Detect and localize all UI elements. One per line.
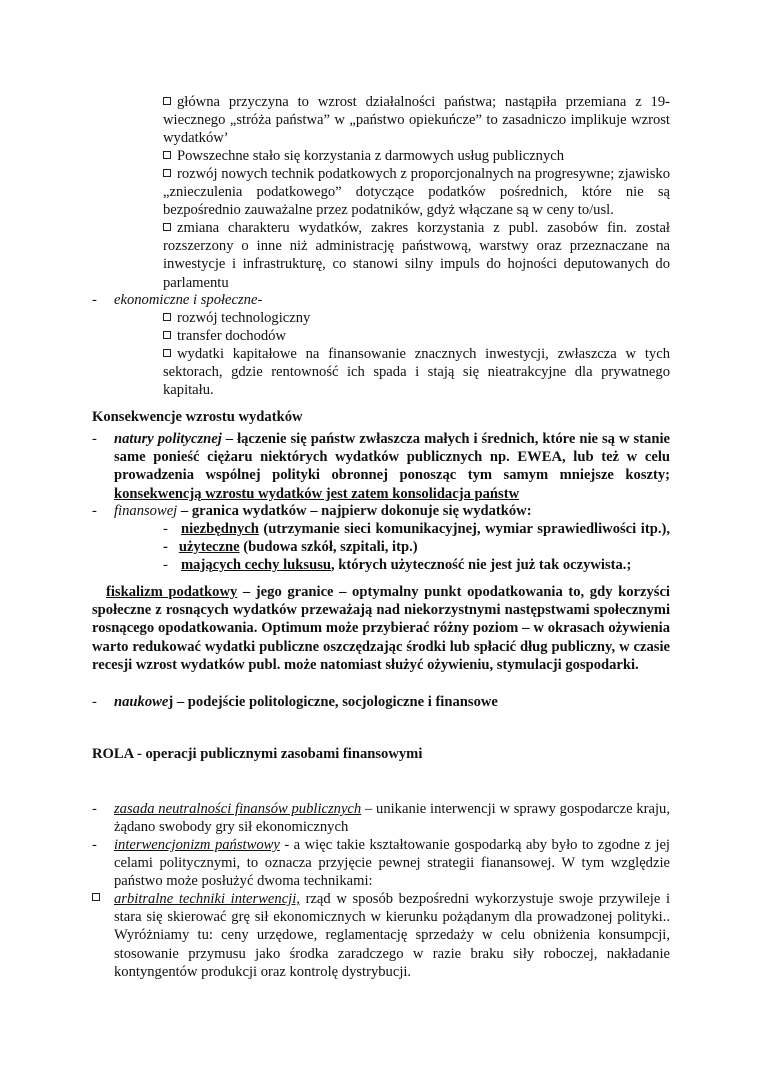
political-conclusion: konsekwencją wzrostu wydatków jest zatem konsolidacja państw [114, 485, 520, 502]
political-paragraph [114, 430, 670, 503]
dash-marker: - [92, 837, 97, 853]
dash-marker: - [163, 557, 168, 573]
scientific-label: naukowe [114, 694, 169, 710]
scientific-text: j – podejście politologiczne, socjologiczne i finansowe [168, 694, 498, 710]
bullet-marker [92, 890, 106, 908]
square-bullet-icon [163, 169, 171, 177]
square-bullet-icon [163, 313, 171, 321]
fiscalism-text: – jego granice – optymalny punkt opodatkowania to, gdy korzyści społeczne z rosnących wydatków przeważają nad niekorzystnymi następstwami społecznymi rosnącego opodatkowania. Optimum może przybierać różny poziom – w okrasach ożywienia warto redukować wydatki publiczne oszczędzając środki lub spłacić dług publiczny, w czasie recesji wzrost wydatków publ. może natomiast służyć ożywieniu, stymulacji gospodarki. [92, 584, 670, 673]
bullet-text: zmiana charakteru wydatków, zakres korzystania z publ. zasobów fin. został rozszerzony o inne niż administrację państwową, warstwy oraz przeznaczane na inwestycje i infrastrukturę, co stanowi silny impuls do hojności deputowanych do parlamentu [163, 220, 670, 291]
dash-marker: - [92, 292, 97, 308]
bullet-text: główna przyczyna to wzrost działalności państwa; nastąpiła przemiana z 19-wiecznego „stróża państwa” w „państwo opiekuńcze” to zasadniczo implikuje wzrost wydatków’ [163, 94, 670, 147]
bullet-item [163, 219, 670, 292]
square-bullet-icon [163, 97, 171, 105]
bullet-text: rozwój nowych technik podatkowych z proporcjonalnych na progresywne; zjawisko „znieczulenia podatkowego” dotyczące podatków pośrednich, które nie są bezpośrednio zauważalne przez podatników, gdyż włączane są w ceny to/usl. [163, 166, 670, 219]
useful-text: (budowa szkół, szpitali, itp.) [239, 539, 418, 556]
dash-marker: - [92, 801, 97, 817]
political-label: natury politycznej [114, 431, 222, 447]
square-bullet-icon [163, 223, 171, 231]
intervention-text: - a więc takie kształtowanie gospodarką aby było to zgodne z jej celami politycznymi, to oznacza przyjęcie pewnej strategii fianansowej. W tym względzie państwo może posłużyć dwoma technikami: [114, 837, 670, 890]
bullet-item [163, 93, 670, 148]
dash-marker: - [92, 431, 97, 447]
neutral-label: zasada neutralności finansów publicznych [114, 801, 362, 817]
necessary-label: niezbędnych [181, 521, 259, 537]
intervention-label: interwencjonizm państwowy [114, 837, 280, 853]
fiscalism-label: fiskalizm podatkowy [106, 584, 238, 600]
bullet-text: transfer dochodów [177, 328, 287, 344]
financial-text: – granica wydatków – najpierw dokonuje się wydatków: [177, 503, 532, 519]
arbitrary-paragraph [114, 890, 670, 981]
sub-bullet-item [163, 327, 670, 345]
scientific-paragraph [114, 693, 670, 711]
bullet-text: Powszechne stało się korzystania z darmowych usług publicznych [177, 148, 565, 164]
sub-bullet-item [163, 345, 670, 400]
arbitrary-text: rząd w sposób bezpośredni wykorzystuje swoje przywileje i stara się skierować grę sił ekonomicznych w kierunku pożądanym dla prowadzonej polityki.. Wyróżniamy tu: ceny urzędowe, reglamentację sprzedaży w celu obniżenia konsumpcji, stosowanie przymusu jako środka zaradczego w razie braku siły roboczej, nakładanie kontyngentów produkcji oraz kontrolę dystrybucji. [114, 891, 671, 980]
luxury-text: , których użyteczność nie jest już tak oczywista.; [331, 557, 632, 573]
luxury-label: mających cechy luksusu [181, 557, 331, 573]
sub-bullet-item [163, 309, 670, 327]
political-text: – łączenie się państw zwłaszcza małych i średnich, które nie są w stanie same ponieść ciężaru niektórych wydatków publicznych np. EWEA, lub też w celu prowadzenia wspólnej polityki obronnej ponosząc tym samym mniejsze koszty; [114, 431, 670, 484]
square-bullet-icon [163, 151, 171, 159]
bullet-item [163, 147, 670, 165]
bullet-item [163, 165, 670, 220]
section-heading: Konsekwencje wzrostu wydatków [92, 409, 303, 425]
square-bullet-icon [163, 331, 171, 339]
bullet-text: rozwój technologiczny [177, 310, 311, 326]
dash-marker: - [92, 503, 97, 519]
bullet-text: wydatki kapitałowe na finansowanie znacznych inwestycji, zwłaszcza w tych sektorach, gdzie rentowność ich spada i stają się nieatrakcyjne dla prywatnego kapitału. [163, 346, 670, 399]
section-heading: ROLA - operacji publicznymi zasobami finansowymi [92, 746, 423, 762]
financial-label: finansowej [114, 503, 178, 519]
luxury-item [181, 556, 670, 574]
dash-marker: - [92, 694, 97, 710]
necessary-item [163, 520, 670, 556]
section-label: ekonomiczne i społeczne- [114, 292, 263, 308]
neutral-text: – unikanie interwencji w sprawy gospodarcze kraju, żądano swobody gry sił ekonomicznych [114, 801, 670, 836]
dash-marker: - [163, 521, 168, 537]
necessary-text: (utrzymanie sieci komunikacyjnej, wymiar sprawiedliwości itp.), - [163, 521, 670, 556]
square-bullet-icon [163, 349, 171, 357]
arbitrary-label: arbitralne techniki interwencji, [114, 891, 300, 907]
useful-label: użyteczne [178, 539, 240, 556]
neutral-paragraph [114, 800, 670, 836]
financial-paragraph [114, 502, 670, 520]
fiscalism-paragraph [92, 583, 670, 674]
square-bullet-icon [92, 893, 100, 901]
intervention-paragraph [114, 836, 670, 891]
